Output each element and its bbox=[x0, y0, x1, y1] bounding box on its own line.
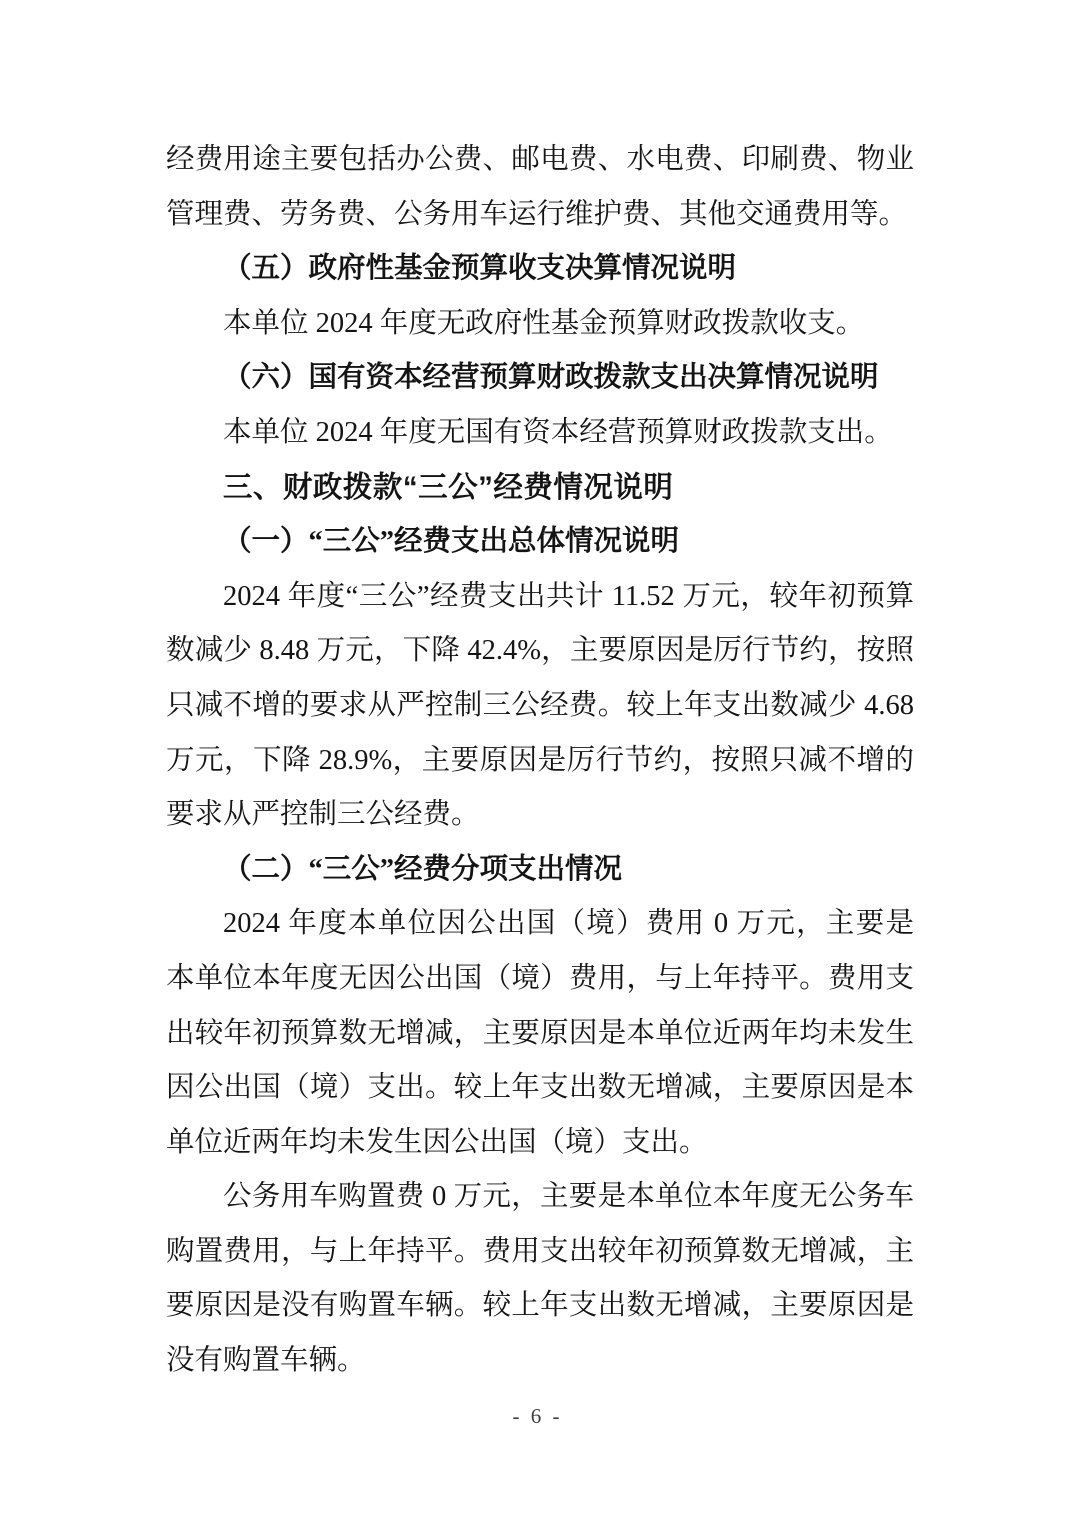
paragraph-vehicle-purchase-expense: 公务用车购置费 0 万元，主要是本单位本年度无公务车购置费用，与上年持平。费用支出较年初预算数无增减，主要原因是没有购置车辆。较上年支出数无增减，主要原因是没有购置车辆。 bbox=[166, 1181, 914, 1377]
heading-section-5-gov-fund-budget: （五）政府性基金预算收支决算情况说明 bbox=[223, 253, 737, 285]
paragraph-state-capital-budget: 本单位 2024 年度无国有资本经营预算财政拨款支出。 bbox=[223, 416, 893, 448]
page-number: - 6 - bbox=[512, 1404, 563, 1428]
heading-section-2-three-public-items: （二）“三公”经费分项支出情况 bbox=[223, 853, 623, 885]
paragraph-expense-usage-continued: 经费用途主要包括办公费、邮电费、水电费、印刷费、物业管理费、劳务费、公务用车运行维护费、其他交通费用等。 bbox=[166, 144, 914, 230]
heading-section-6-state-capital-budget: （六）国有资本经营预算财政拨款支出决算情况说明 bbox=[223, 362, 879, 394]
paragraph-gov-fund-budget: 本单位 2024 年度无政府性基金预算财政拨款收支。 bbox=[223, 307, 865, 339]
heading-section-1-three-public-total: （一）“三公”经费支出总体情况说明 bbox=[223, 526, 680, 558]
paragraph-three-public-total: 2024 年度“三公”经费支出共计 11.52 万元，较年初预算数减少 8.48 万元，下降 42.4%，主要原因是厉行节约，按照只减不增的要求从严控制三公经费。较上年支出数减少 4.68 万元，下降 28.9%，主要原因是厉行节约，按照只减不增的要求从严控制三公经费。 bbox=[166, 580, 914, 831]
paragraph-overseas-trip-expense: 2024 年度本单位因公出国（境）费用 0 万元，主要是本单位本年度无因公出国（境）费用，与上年持平。费用支出较年初预算数无增减，主要原因是本单位近两年均未发生因公出国（境）支出。较上年支出数无增减，主要原因是本单位近两年均未发生因公出国（境）支出。 bbox=[166, 908, 914, 1158]
heading-chapter-3-three-public-funds: 三、财政拨款“三公”经费情况说明 bbox=[222, 470, 674, 504]
document-content bbox=[166, 133, 914, 1389]
